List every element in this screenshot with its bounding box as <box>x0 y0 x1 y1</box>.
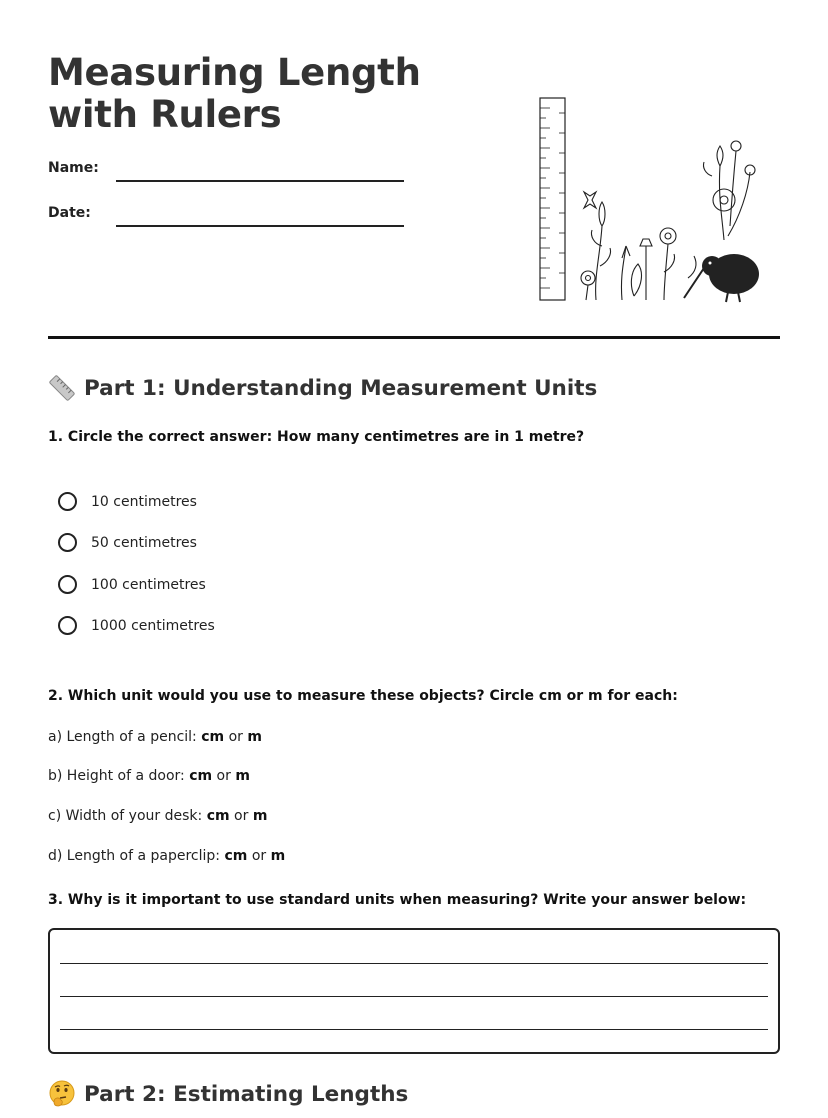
unit-m[interactable]: m <box>252 808 268 824</box>
question-2d <box>48 848 285 864</box>
page-title: Measuring Length with Rulers <box>48 51 421 136</box>
part2-heading-text: Part 2: Estimating Lengths <box>84 1081 409 1107</box>
kiwi-icon <box>684 254 759 302</box>
question-2b <box>48 768 250 784</box>
name-field[interactable] <box>116 180 404 182</box>
radio-circle[interactable] <box>58 575 77 594</box>
part1-heading-text: Part 1: Understanding Measurement Units <box>84 375 598 401</box>
option-100-cm[interactable] <box>58 575 206 594</box>
unit-cm[interactable]: cm <box>224 848 248 864</box>
or-text: or <box>228 729 243 745</box>
radio-circle[interactable] <box>58 533 77 552</box>
option-10-cm[interactable] <box>58 492 197 511</box>
option-label: 10 centimetres <box>91 493 197 510</box>
question-3: 3. Why is it important to use standard units when measuring? Write your answer below: <box>48 892 747 908</box>
answer-box[interactable] <box>48 928 780 1054</box>
radio-circle[interactable] <box>58 492 77 511</box>
radio-circle[interactable] <box>58 616 77 635</box>
unit-cm[interactable]: cm <box>189 768 213 784</box>
answer-line[interactable] <box>60 1029 768 1030</box>
or-text: or <box>251 848 267 864</box>
option-label: 50 centimetres <box>91 534 197 551</box>
thinking-face-icon <box>48 1080 76 1108</box>
option-label: 100 centimetres <box>91 576 206 593</box>
date-field[interactable] <box>116 225 404 227</box>
item-label: b) Height of a door: <box>48 768 185 784</box>
ruler-icon <box>48 374 76 402</box>
name-label: Name: <box>48 160 99 176</box>
question-1: 1. Circle the correct answer: How many centimetres are in 1 metre? <box>48 429 585 445</box>
part1-heading <box>48 374 597 402</box>
question-2: 2. Which unit would you use to measure these objects? Circle cm or m for each: <box>48 688 678 704</box>
section-divider <box>48 336 780 339</box>
question-2c <box>48 808 267 824</box>
question-2a <box>48 729 262 745</box>
answer-line[interactable] <box>60 963 768 964</box>
unit-cm[interactable]: cm <box>206 808 230 824</box>
or-text: or <box>216 768 231 784</box>
ruler-icon <box>540 98 565 300</box>
unit-m[interactable]: m <box>235 768 250 784</box>
answer-line[interactable] <box>60 996 768 997</box>
option-50-cm[interactable] <box>58 533 197 552</box>
item-label: a) Length of a pencil: <box>48 729 197 745</box>
item-label: c) Width of your desk: <box>48 808 203 824</box>
ruler-flowers-kiwi-illustration <box>538 96 770 304</box>
unit-m[interactable]: m <box>270 848 286 864</box>
or-text: or <box>234 808 249 824</box>
worksheet-page <box>48 0 780 1118</box>
option-1000-cm[interactable] <box>58 616 215 635</box>
unit-cm[interactable]: cm <box>201 729 225 745</box>
unit-m[interactable]: m <box>247 729 262 745</box>
date-label: Date: <box>48 205 91 221</box>
item-label: d) Length of a paperclip: <box>48 848 221 864</box>
part2-heading <box>48 1080 408 1108</box>
option-label: 1000 centimetres <box>91 617 215 634</box>
